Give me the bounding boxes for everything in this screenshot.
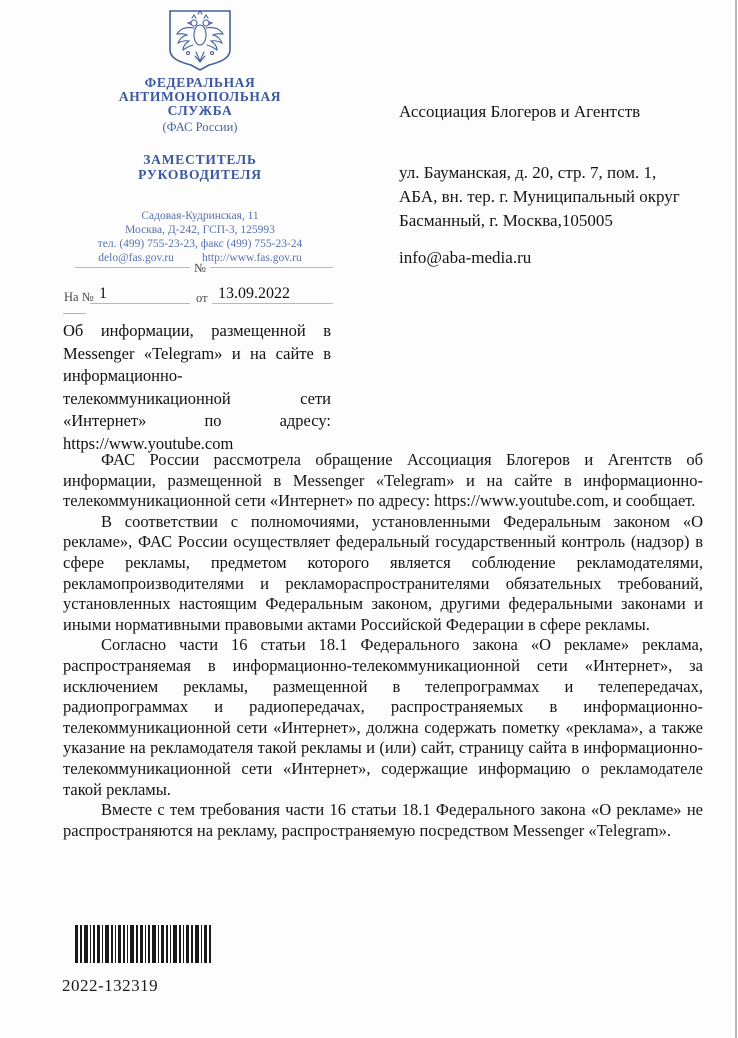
reply-number-label: На №: [64, 290, 94, 304]
outgoing-number-row: [63, 255, 335, 273]
org-name-line: СЛУЖБА: [167, 103, 233, 118]
recipient-block: [399, 100, 707, 270]
recipient-email: info@aba-media.ru: [399, 248, 532, 267]
recipient-address-line: ул. Бауманская, д. 20, стр. 7, пом. 1,: [399, 163, 657, 182]
body-paragraph: В соответствии с полномочиями, установленными Федеральным законом «О рекламе», ФАС России осуществляет федеральный государственный контроль (надзор) в сфере рекламы, предметом которого является соблюдение рекламодателями, рекламопроизводителями и рекламораспространителями обязательных требований, установленных настоящим Федеральным законом, другими федеральными законами и иными нормативными правовыми актами Российской Федерации в сфере рекламы.: [63, 511, 703, 634]
letterhead-address: [35, 209, 365, 251]
coat-of-arms-icon: [165, 8, 235, 72]
signer-title-line: РУКОВОДИТЕЛЯ: [138, 167, 262, 182]
org-short-name: (ФАС России): [162, 120, 238, 134]
letter-body: [63, 450, 703, 841]
org-name-line: ФЕДЕРАЛЬНАЯ: [144, 75, 256, 90]
reply-reference-row: [63, 283, 335, 307]
letterhead-address-line: Садовая-Кудринская, 11: [141, 210, 259, 222]
ruled-line: [210, 267, 333, 268]
separator-dash: [63, 313, 86, 314]
body-paragraph: ФАС России рассмотрела обращение Ассоциация Блогеров и Агентств об информации, размещенной в Messenger «Telegram» и на сайте в информационно-телекоммуникационной сети «Интернет» по адресу: https://www.youtube.com, и сообщает.: [63, 450, 703, 511]
barcode: [75, 925, 211, 963]
body-paragraph: Согласно части 16 статьи 18.1 Федерального закона «О рекламе» реклама, распространяемая в информационно-телекоммуникационной сети «Интернет», за исключением рекламы, размещенной в телепрограммах и телепередачах, радиопрограммах и радиопередачах, распространяемых в информационно-телекоммуникационной сети «Интернет», должна содержать пометку «реклама», а также указание на рекламодателя такой рекламы и (или) сайт, страницу сайта в информационно-телекоммуникационной сети «Интернет», содержащие информацию о рекламодателе такой рекламы.: [63, 635, 703, 799]
number-sign-label: №: [194, 261, 206, 275]
date-label: от: [196, 291, 208, 305]
signer-title: [35, 152, 365, 182]
ruled-line: [75, 267, 190, 268]
signer-title-line: ЗАМЕСТИТЕЛЬ: [143, 152, 257, 167]
ruled-line: [90, 303, 190, 304]
ruled-line: [212, 303, 333, 304]
reply-number-value: 1: [99, 285, 107, 302]
letter-date: 13.09.2022: [218, 285, 290, 302]
letterhead-address-line: тел. (499) 755-23-23, факс (499) 755-23-24: [97, 238, 303, 250]
registration-number: 2022-132319: [62, 976, 159, 995]
subject-block: Об информации, размещенной в Messenger «Telegram» и на сайте в информационно-телекоммуникационной сети «Интернет» по адресу: https://www.youtube.com: [63, 321, 331, 453]
recipient-name: Ассоциация Блогеров и Агентств: [399, 102, 641, 121]
body-paragraph: Вместе с тем требования части 16 статьи 18.1 Федерального закона «О рекламе» не распространяются на рекламу, распространяемую посредством Messenger «Telegram».: [63, 800, 703, 840]
scan-page-edge: [735, 0, 737, 1038]
letterhead-email: delo@fas.gov.ru: [98, 252, 174, 264]
recipient-address-line: Басманный, г. Москва,105005: [399, 211, 613, 230]
letterhead-address-line: Москва, Д-242, ГСП-3, 125993: [125, 224, 275, 236]
letterhead-website: http://www.fas.gov.ru: [201, 252, 302, 264]
org-name-line: АНТИМОНОПОЛЬНАЯ: [118, 89, 282, 104]
recipient-address-line: АБА, вн. тер. г. Муниципальный округ: [399, 187, 680, 206]
letterhead: [35, 8, 365, 264]
